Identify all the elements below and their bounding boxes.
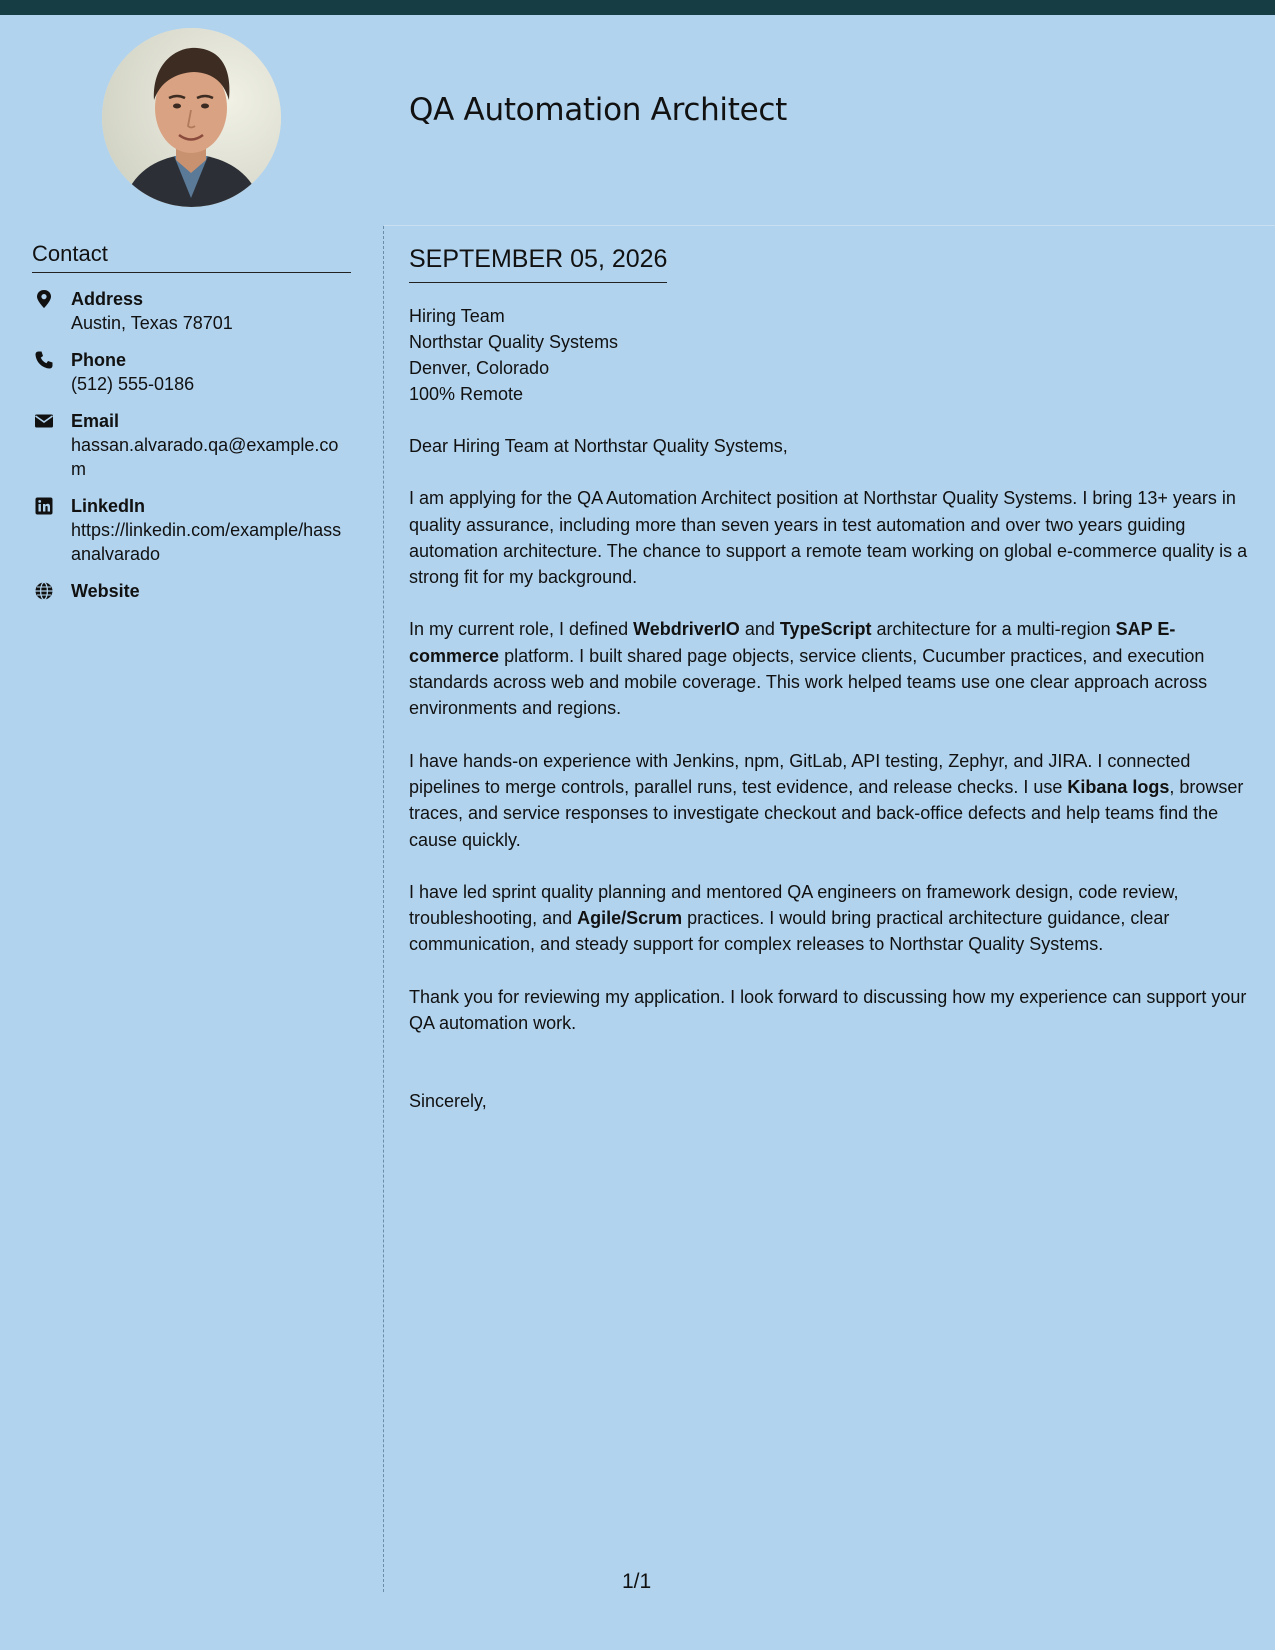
- letter-paragraph-2: [409, 616, 1254, 721]
- bold-term: Agile/Scrum: [577, 908, 683, 929]
- recipient-line: 100% Remote: [409, 384, 524, 404]
- contact-linkedin-label: LinkedIn: [71, 496, 146, 516]
- letter-date: SEPTEMBER 05, 2026: [409, 244, 667, 283]
- letter-paragraph-4: [409, 879, 1254, 958]
- recipient-line: Northstar Quality Systems: [409, 332, 619, 352]
- text-run: and: [739, 619, 780, 640]
- envelope-icon: [34, 411, 54, 431]
- text-run: I have hands-on experience with Jenkins, npm, GitLab, API testing, Zephyr, and JIRA. I connected pipelines to merge controls, parallel runs, test evidence, and release checks. I use: [409, 750, 1191, 797]
- contact-address-value: Austin, Texas 78701: [71, 313, 233, 333]
- contact-address-label: Address: [71, 289, 144, 309]
- text-run: In my current role, I defined: [409, 619, 634, 640]
- contact-phone: [32, 348, 351, 396]
- recipient-line: Hiring Team: [409, 306, 505, 326]
- job-title: QA Automation Architect: [409, 92, 787, 128]
- cover-letter: [409, 244, 1254, 1115]
- letter-paragraph-3: [409, 748, 1254, 853]
- closing: Sincerely,: [409, 1091, 487, 1112]
- text-run: platform. I built shared page objects, service clients, Cucumber practices, and execution standards across web and mobile coverage. This work helped teams use one clear approach across environments and regions.: [409, 645, 1208, 719]
- salutation: Dear Hiring Team at Northstar Quality Systems,: [409, 436, 788, 456]
- bold-term: Kibana logs: [1067, 776, 1170, 797]
- recipient-line: Denver, Colorado: [409, 358, 550, 378]
- text-run: architecture for a multi-region: [871, 619, 1116, 640]
- contact-sidebar: [32, 240, 351, 603]
- text-run: I have led sprint quality planning and mentored QA engineers on framework design, code review, troubleshooting, and: [409, 881, 1179, 929]
- phone-icon: [34, 350, 54, 370]
- text-run: , browser traces, and service responses to investigate checkout and back-office defects and help teams find the cause quickly.: [409, 776, 1244, 850]
- page-number: 1/1: [622, 1570, 652, 1593]
- bold-term: TypeScript: [779, 619, 872, 640]
- contact-website-label: Website: [71, 581, 140, 601]
- text-run: practices. I would bring practical architecture guidance, clear communication, and steady support for complex releases to Northstar Quality Systems.: [409, 908, 1170, 955]
- globe-icon: [34, 581, 54, 601]
- recipient-block: [409, 303, 1254, 407]
- letter-paragraph-5: Thank you for reviewing my application. I look forward to discussing how my experience can support your QA automation work.: [409, 986, 1247, 1034]
- bold-term: WebdriverIO: [633, 619, 740, 640]
- contact-email-value[interactable]: hassan.alvarado.qa@example.com: [71, 435, 339, 479]
- contact-email-label: Email: [71, 411, 120, 431]
- contact-linkedin: [32, 494, 351, 566]
- contact-website: [32, 579, 351, 603]
- linkedin-icon: [34, 496, 54, 516]
- contact-linkedin-value[interactable]: https://linkedin.com/example/hassanalvarado: [71, 520, 342, 564]
- bold-term: SAP E-commerce: [409, 619, 1176, 666]
- contact-address: [32, 287, 351, 335]
- header-divider: [384, 225, 1275, 226]
- top-accent-bar: [0, 0, 1275, 15]
- column-divider: [383, 226, 384, 1592]
- profile-photo: [102, 28, 281, 207]
- contact-heading: Contact: [32, 240, 351, 273]
- contact-phone-value: (512) 555-0186: [71, 374, 195, 394]
- contact-email: [32, 409, 351, 481]
- letter-paragraph-1: I am applying for the QA Automation Architect position at Northstar Quality Systems. I bring 13+ years in quality assurance, including more than seven years in test automation and over two years guiding automation architecture. The chance to support a remote team working on global e-commerce quality is a strong fit for my background.: [409, 488, 1248, 588]
- map-pin-icon: [34, 289, 54, 309]
- contact-phone-label: Phone: [71, 350, 127, 370]
